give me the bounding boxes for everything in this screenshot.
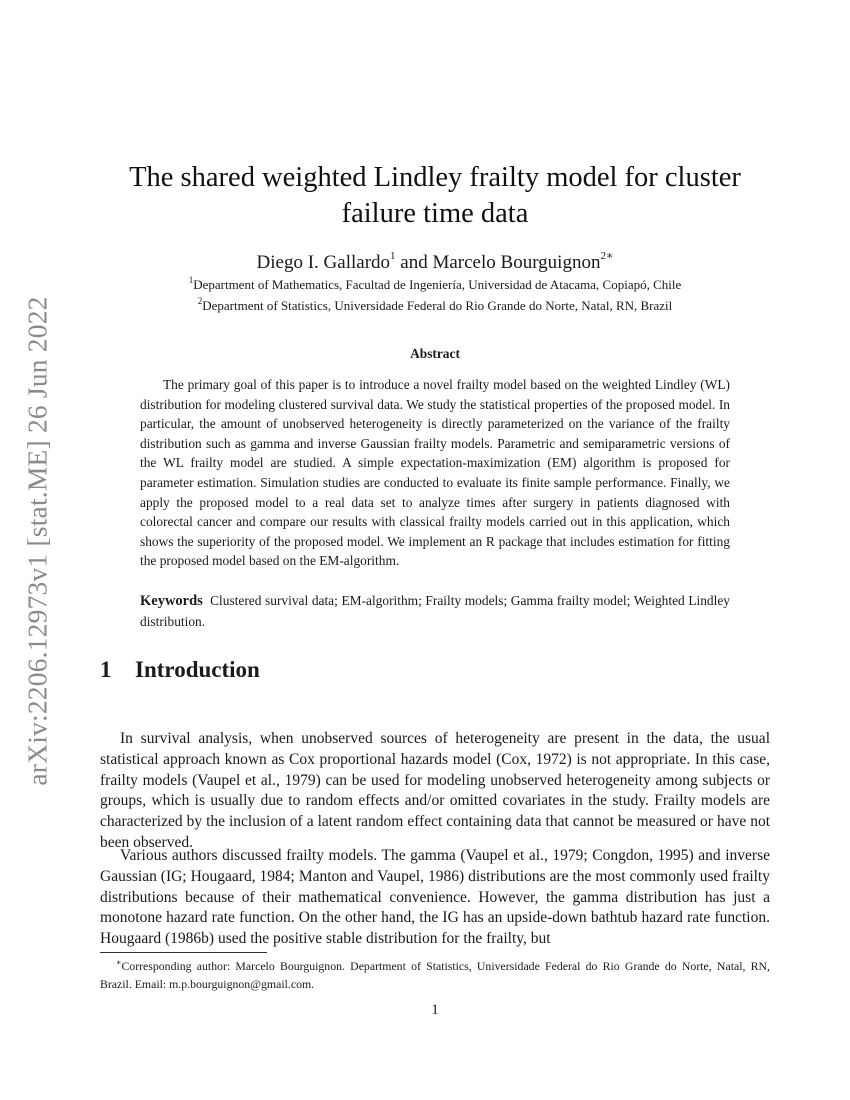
footnote-mark: ∗: [116, 958, 122, 967]
affiliation-2: [100, 297, 770, 315]
author-separator: and: [395, 252, 433, 273]
author-gallardo-affil-mark: 1: [390, 250, 396, 262]
footnote: [100, 957, 770, 993]
section-title: Introduction: [135, 657, 260, 682]
section-heading-introduction: [100, 657, 260, 683]
arxiv-identifier: arXiv:2206.12973v1 [stat.ME] 26 Jun 2022: [22, 296, 53, 786]
arxiv-sidebar-stamp: [18, 291, 58, 791]
title-line-1: The shared weighted Lindley frailty model for cluster: [129, 162, 741, 193]
title-line-2: failure time data: [341, 198, 529, 229]
abstract-text: The primary goal of this paper is to introduce a novel frailty model based on the weighted Lindley (WL) distribution for modeling clustered survival data. We study the statistical properties of the proposed model. In particular, the amount of unobserved heterogeneity is directly parameterized on the variance of the frailty distribution such as gamma and inverse Gaussian frailty models. Parametric and semiparametric versions of the WL frailty model are studied. A simple expectation-maximization (EM) algorithm is proposed for parameter estimation. Simulation studies are conducted to evaluate its finite sample performance. Finally, we apply the proposed model to a real data set to analyze times after surgery in patients diagnosed with colorectal cancer and compare our results with classical frailty models carried out in this application, which shows the superiority of the proposed model. We implement an R package that includes estimation for fitting the proposed model based on the EM-algorithm.: [140, 377, 730, 569]
author-gallardo: Diego I. Gallardo: [256, 252, 391, 273]
abstract-heading: Abstract: [410, 346, 460, 361]
affiliation-2-mark: 2: [197, 296, 203, 306]
author-bourguignon: Marcelo Bourguignon: [432, 252, 601, 273]
keywords-text: Clustered survival data; EM-algorithm; Frailty models; Gamma frailty model; Weighted Lindley distribution.: [140, 593, 730, 629]
intro-paragraph-1: In survival analysis, when unobserved sources of heterogeneity are present in the data, the usual statistical approach known as Cox proportional hazards model (Cox, 1972) is not appropriate. In this case, frailty models (Vaupel et al., 1979) can be used for modeling unobserved heterogeneity among subjects or groups, which is usually due to random effects and/or omitted covariates in the study. Frailty models are characterized by the inclusion of a latent random effect containing data that cannot be measured or have not been observed.: [100, 730, 770, 851]
footnote-text: Corresponding author: Marcelo Bourguignon. Department of Statistics, Universidade Federal do Rio Grande do Norte, Natal, RN, Brazil. Email: m.p.bourguignon@gmail.com.: [100, 959, 770, 991]
affiliation-2-text: Department of Statistics, Universidade Federal do Rio Grande do Norte, Natal, RN, Brazil: [202, 298, 673, 313]
footnote-divider: [100, 952, 267, 953]
keywords-block: [140, 591, 730, 631]
affiliation-1-text: Department of Mathematics, Facultad de Ingeniería, Universidad de Atacama, Copiapó, Chile: [193, 277, 682, 292]
paper-title: [100, 160, 770, 232]
author-list: [100, 251, 770, 275]
intro-paragraph-2: Various authors discussed frailty models. The gamma (Vaupel et al., 1979; Congdon, 1995) and inverse Gaussian (IG; Hougaard, 1984; Manton and Vaupel, 1986) distributions are the most commonly used frailty distributions because of their mathematical convenience. However, the gamma distribution has just a monotone hazard rate function. On the other hand, the IG has an upside-down bathtub hazard rate function. Hougaard (1986b) used the positive stable distribution for the frailty, but: [100, 847, 770, 948]
section-number: 1: [100, 657, 112, 682]
author-bourguignon-affil-mark: 2∗: [600, 250, 614, 262]
keywords-label: Keywords: [140, 593, 203, 609]
page-number: 1: [431, 1002, 439, 1018]
affiliation-1: [100, 276, 770, 294]
affiliation-1-mark: 1: [188, 275, 194, 285]
